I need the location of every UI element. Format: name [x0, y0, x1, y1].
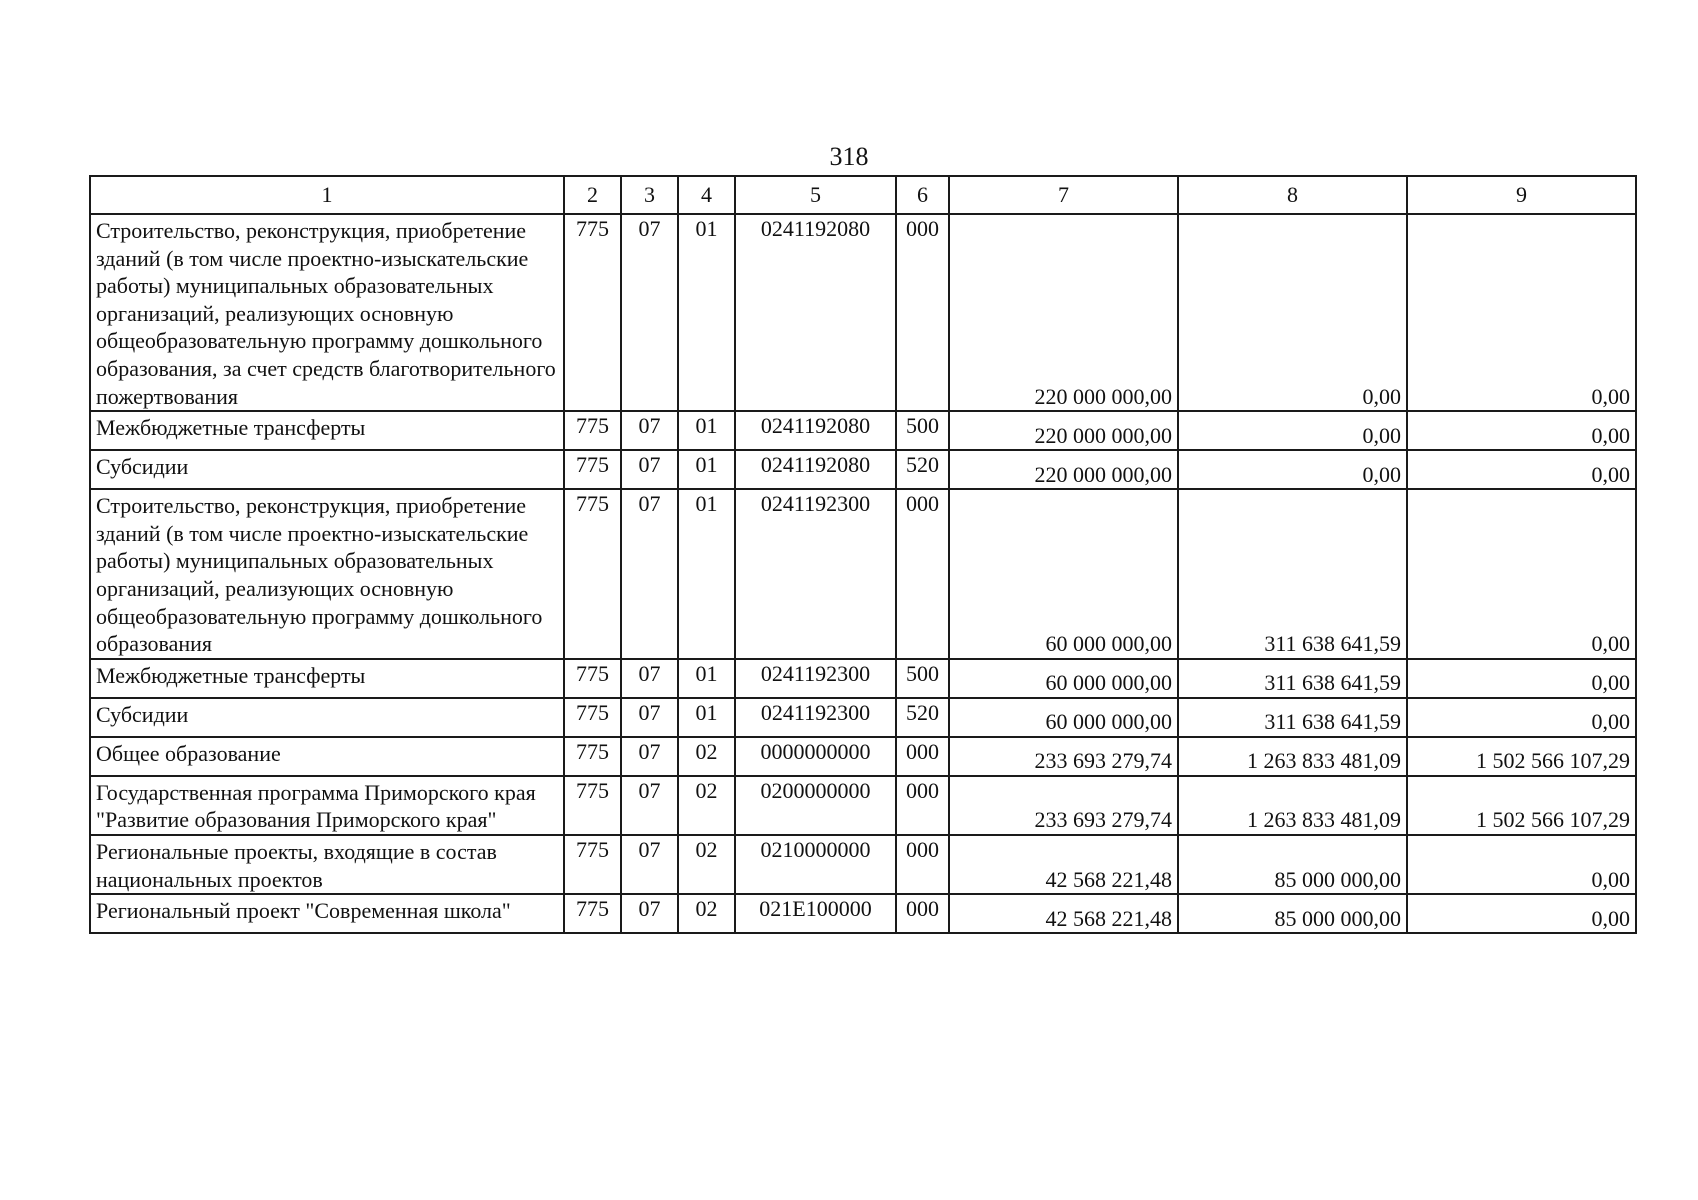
budget-table — [89, 175, 1637, 934]
row-target-article: 0241192300 — [735, 489, 896, 659]
row-expense-type: 000 — [896, 835, 949, 894]
row-name: Региональные проекты, входящие в состав национальных проектов — [90, 835, 564, 894]
row-expense-type: 000 — [896, 214, 949, 411]
row-ministry-code: 775 — [564, 894, 621, 933]
table-row — [90, 835, 1636, 894]
row-target-article: 0241192300 — [735, 698, 896, 737]
row-ministry-code: 775 — [564, 737, 621, 776]
row-amount-col7: 233 693 279,74 — [949, 737, 1178, 776]
row-target-article: 0241192080 — [735, 214, 896, 411]
row-subsection-code: 01 — [678, 214, 735, 411]
row-amount-col9: 0,00 — [1407, 894, 1636, 933]
row-name: Региональный проект "Современная школа" — [90, 894, 564, 933]
row-ministry-code: 775 — [564, 214, 621, 411]
row-name: Субсидии — [90, 450, 564, 489]
row-target-article: 0241192080 — [735, 411, 896, 450]
row-amount-col7: 42 568 221,48 — [949, 835, 1178, 894]
row-amount-col7: 220 000 000,00 — [949, 214, 1178, 411]
row-amount-col7: 60 000 000,00 — [949, 659, 1178, 698]
row-amount-col8: 0,00 — [1178, 411, 1407, 450]
table-row — [90, 698, 1636, 737]
row-section-code: 07 — [621, 489, 678, 659]
row-name: Государственная программа Приморского края "Развитие образования Приморского края" — [90, 776, 564, 835]
row-ministry-code: 775 — [564, 489, 621, 659]
row-section-code: 07 — [621, 214, 678, 411]
row-ministry-code: 775 — [564, 450, 621, 489]
table-row — [90, 894, 1636, 933]
header-cell: 6 — [896, 176, 949, 214]
header-cell: 9 — [1407, 176, 1636, 214]
row-target-article: 0000000000 — [735, 737, 896, 776]
row-amount-col9: 1 502 566 107,29 — [1407, 737, 1636, 776]
row-amount-col7: 42 568 221,48 — [949, 894, 1178, 933]
row-section-code: 07 — [621, 411, 678, 450]
row-amount-col7: 220 000 000,00 — [949, 450, 1178, 489]
row-subsection-code: 02 — [678, 894, 735, 933]
row-name: Строительство, реконструкция, приобретение зданий (в том числе проектно-изыскательские работы) муниципальных образовательных организаций, реализующих основную общеобразовательную программу дошкольного образования — [90, 489, 564, 659]
row-subsection-code: 01 — [678, 489, 735, 659]
row-name: Межбюджетные трансферты — [90, 411, 564, 450]
row-amount-col8: 311 638 641,59 — [1178, 698, 1407, 737]
row-section-code: 07 — [621, 659, 678, 698]
row-expense-type: 000 — [896, 894, 949, 933]
row-amount-col8: 1 263 833 481,09 — [1178, 737, 1407, 776]
row-name: Общее образование — [90, 737, 564, 776]
table-row — [90, 450, 1636, 489]
row-section-code: 07 — [621, 737, 678, 776]
row-amount-col8: 1 263 833 481,09 — [1178, 776, 1407, 835]
header-cell: 8 — [1178, 176, 1407, 214]
row-ministry-code: 775 — [564, 776, 621, 835]
row-amount-col8: 0,00 — [1178, 450, 1407, 489]
row-subsection-code: 01 — [678, 450, 735, 489]
row-ministry-code: 775 — [564, 659, 621, 698]
row-name: Межбюджетные трансферты — [90, 659, 564, 698]
row-expense-type: 500 — [896, 659, 949, 698]
table-row — [90, 737, 1636, 776]
header-cell: 5 — [735, 176, 896, 214]
header-cell: 1 — [90, 176, 564, 214]
row-ministry-code: 775 — [564, 411, 621, 450]
row-expense-type: 520 — [896, 698, 949, 737]
row-amount-col7: 233 693 279,74 — [949, 776, 1178, 835]
row-subsection-code: 02 — [678, 776, 735, 835]
row-target-article: 0200000000 — [735, 776, 896, 835]
row-subsection-code: 02 — [678, 737, 735, 776]
row-amount-col9: 0,00 — [1407, 659, 1636, 698]
row-expense-type: 000 — [896, 776, 949, 835]
row-amount-col7: 220 000 000,00 — [949, 411, 1178, 450]
header-cell: 7 — [949, 176, 1178, 214]
row-subsection-code: 02 — [678, 835, 735, 894]
row-amount-col9: 0,00 — [1407, 214, 1636, 411]
row-subsection-code: 01 — [678, 411, 735, 450]
table-row — [90, 411, 1636, 450]
header-cell: 4 — [678, 176, 735, 214]
row-amount-col8: 0,00 — [1178, 214, 1407, 411]
row-section-code: 07 — [621, 450, 678, 489]
row-expense-type: 500 — [896, 411, 949, 450]
row-section-code: 07 — [621, 698, 678, 737]
row-amount-col9: 0,00 — [1407, 698, 1636, 737]
row-expense-type: 000 — [896, 489, 949, 659]
row-amount-col8: 85 000 000,00 — [1178, 835, 1407, 894]
row-subsection-code: 01 — [678, 698, 735, 737]
table-header-row — [90, 176, 1636, 214]
row-name: Субсидии — [90, 698, 564, 737]
row-amount-col9: 0,00 — [1407, 450, 1636, 489]
table-row — [90, 214, 1636, 411]
row-target-article: 0241192300 — [735, 659, 896, 698]
row-target-article: 0241192080 — [735, 450, 896, 489]
row-expense-type: 520 — [896, 450, 949, 489]
row-ministry-code: 775 — [564, 835, 621, 894]
row-amount-col8: 85 000 000,00 — [1178, 894, 1407, 933]
header-cell: 3 — [621, 176, 678, 214]
row-target-article: 0210000000 — [735, 835, 896, 894]
table-row — [90, 489, 1636, 659]
row-subsection-code: 01 — [678, 659, 735, 698]
row-section-code: 07 — [621, 776, 678, 835]
row-section-code: 07 — [621, 835, 678, 894]
row-amount-col9: 0,00 — [1407, 489, 1636, 659]
row-name: Строительство, реконструкция, приобретение зданий (в том числе проектно-изыскательские работы) муниципальных образовательных организаций, реализующих основную общеобразовательную программу дошкольного образования, за счет средств благотворительного пожертвования — [90, 214, 564, 411]
row-expense-type: 000 — [896, 737, 949, 776]
header-cell: 2 — [564, 176, 621, 214]
page-number: 318 — [829, 142, 869, 171]
row-section-code: 07 — [621, 894, 678, 933]
row-amount-col8: 311 638 641,59 — [1178, 489, 1407, 659]
table-row — [90, 659, 1636, 698]
table-row — [90, 776, 1636, 835]
row-amount-col9: 0,00 — [1407, 411, 1636, 450]
row-amount-col9: 0,00 — [1407, 835, 1636, 894]
row-amount-col9: 1 502 566 107,29 — [1407, 776, 1636, 835]
row-amount-col7: 60 000 000,00 — [949, 489, 1178, 659]
row-amount-col8: 311 638 641,59 — [1178, 659, 1407, 698]
row-target-article: 021E100000 — [735, 894, 896, 933]
row-ministry-code: 775 — [564, 698, 621, 737]
row-amount-col7: 60 000 000,00 — [949, 698, 1178, 737]
